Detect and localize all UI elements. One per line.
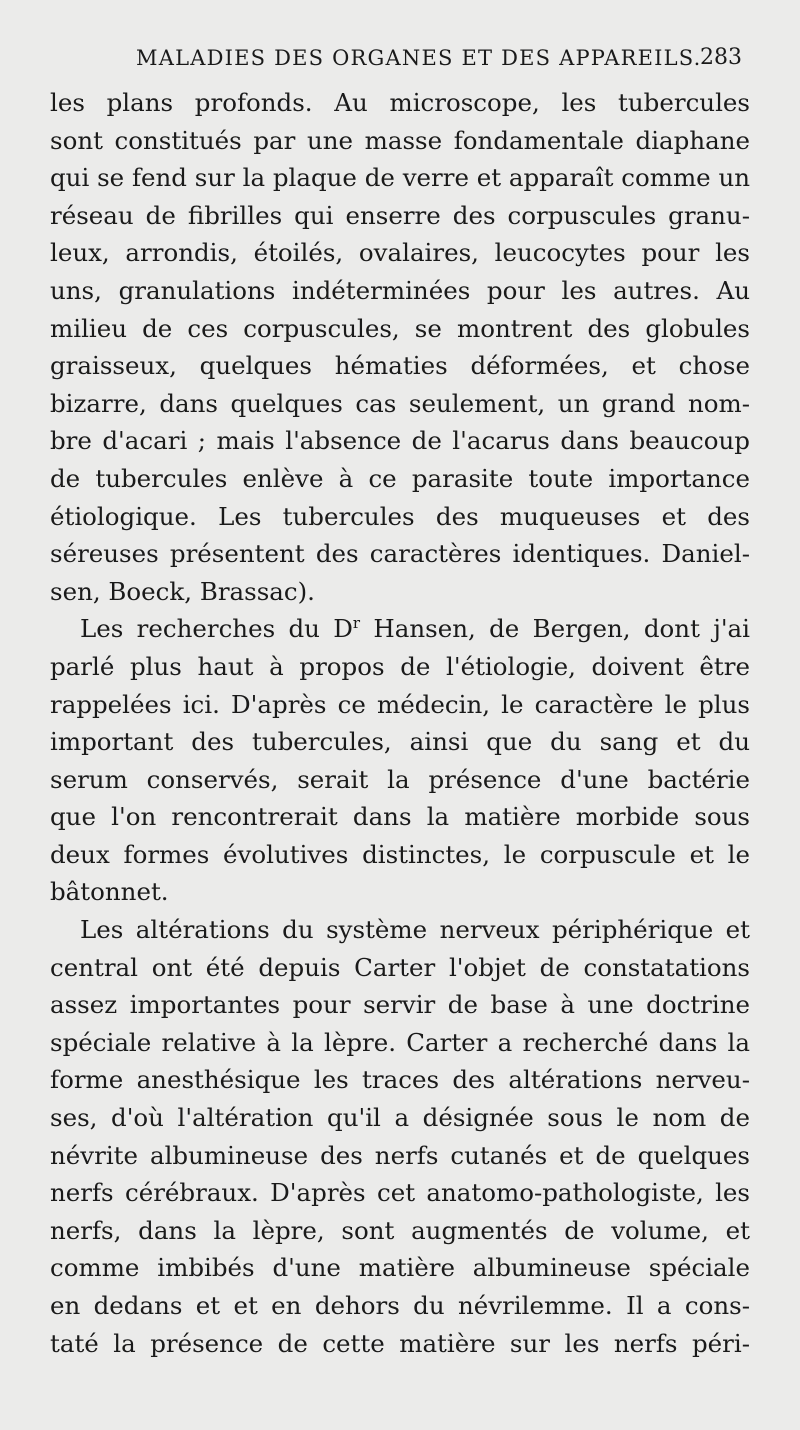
text-line: deux formes évolutives distinctes, le corpuscule et le	[50, 839, 750, 869]
text-line: comme imbibés d'une matière albumineuse spéciale	[50, 1253, 750, 1283]
text-line: qui se fend sur la plaque de verre et apparaît comme un	[50, 163, 751, 193]
text-line: central ont été depuis Carter l'objet de constatations	[50, 952, 750, 982]
text-line: ses, d'où l'altération qu'il a désignée sous le nom de	[50, 1103, 750, 1133]
superscript: r	[352, 614, 361, 633]
text-line: étiologique. Les tubercules des muqueuses et des	[50, 501, 750, 531]
text-line: milieu de ces corpuscules, se montrent des globules	[50, 313, 750, 343]
text-line: sont constitués par une masse fondamentale diaphane	[50, 125, 750, 155]
body-text	[50, 84, 750, 1362]
text-line: spéciale relative à la lèpre. Carter a recherché dans la	[50, 1027, 750, 1057]
text-line: leux, arrondis, étoilés, ovalaires, leucocytes pour les	[50, 238, 750, 268]
paragraph-start-line	[50, 610, 750, 648]
running-title: MALADIES DES ORGANES ET DES APPAREILS.	[136, 46, 702, 70]
text-fragment: Hansen, de Bergen, dont j'ai	[360, 614, 750, 644]
text-line: sen, Boeck, Brassac).	[50, 576, 315, 606]
text-line: séreuses présentent des caractères identiques. Daniel-	[50, 539, 750, 569]
text-line: bâtonnet.	[50, 877, 169, 907]
text-line: nerfs cérébraux. D'après cet anatomo-pathologiste, les	[50, 1178, 750, 1208]
text-line: taté la présence de cette matière sur les nerfs péri-	[50, 1328, 750, 1358]
text-line: les plans profonds. Au microscope, les tubercules	[50, 88, 750, 117]
text-line: assez importantes pour servir de base à une doctrine	[50, 990, 750, 1020]
page-number: 283	[700, 45, 742, 70]
text-line: forme anesthésique les traces des altérations nerveu-	[50, 1065, 750, 1095]
text-line: graisseux, quelques hématies déformées, et chose	[50, 351, 750, 381]
text-line: uns, granulations indéterminées pour les autres. Au	[50, 275, 750, 305]
running-head	[52, 38, 752, 78]
text-line: serum conservés, serait la présence d'une bactérie	[50, 764, 750, 794]
text-line: bre d'acari ; mais l'absence de l'acarus dans beaucoup	[50, 426, 750, 456]
text-line: de tubercules enlève à ce parasite toute importance	[50, 463, 750, 493]
text-line: important des tubercules, ainsi que du sang et du	[50, 727, 750, 757]
text-line: parlé plus haut à propos de l'étiologie, doivent être	[50, 651, 750, 681]
text-line: réseau de fibrilles qui enserre des corpuscules granu-	[50, 200, 750, 230]
text-fragment: Les recherches du D	[80, 614, 353, 644]
paragraph-start-line: Les altérations du système nerveux périphérique et	[80, 915, 750, 945]
text-line: que l'on rencontrerait dans la matière morbide sous	[50, 802, 750, 832]
text-line: bizarre, dans quelques cas seulement, un grand nom-	[50, 388, 750, 418]
text-line: rappelées ici. D'après ce médecin, le caractère le plus	[50, 689, 750, 719]
text-line: névrite albumineuse des nerfs cutanés et de quelques	[50, 1140, 750, 1170]
text-line: nerfs, dans la lèpre, sont augmentés de volume, et	[50, 1215, 750, 1245]
text-line: en dedans et et en dehors du névrilemme. Il a cons-	[50, 1291, 750, 1320]
